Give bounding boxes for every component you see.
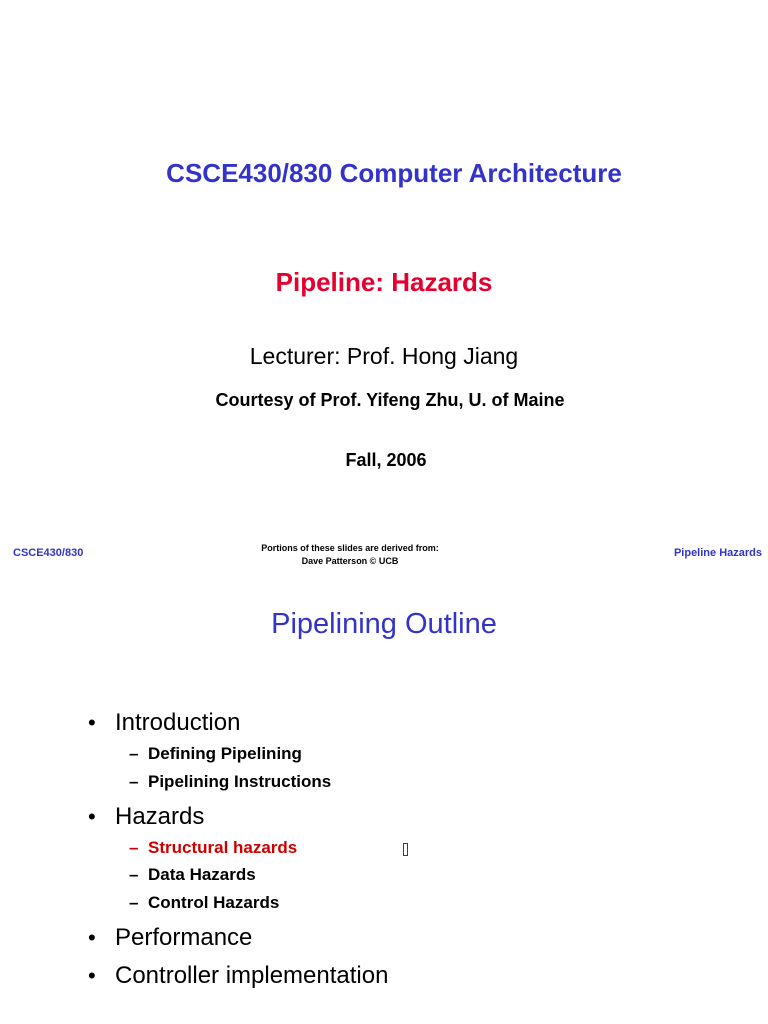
- dash-glyph: –: [129, 893, 139, 912]
- subitem-structural-hazards: [129, 838, 297, 858]
- dash-glyph: –: [129, 838, 139, 857]
- subitem-label: Pipelining Instructions: [148, 772, 332, 791]
- bullet-label: Introduction: [115, 709, 241, 736]
- subitem-label: Control Hazards: [148, 893, 280, 912]
- lecturer-name: Lecturer: Prof. Hong Jiang: [249, 343, 519, 369]
- term-date: Fall, 2006: [345, 450, 427, 470]
- outline-slide: [0, 576, 768, 1024]
- bullet-performance: [88, 924, 252, 952]
- footer-credit: [250, 542, 450, 568]
- footer-credit-line-2: Dave Patterson © UCB: [301, 556, 399, 566]
- bullet-dot: •: [88, 710, 96, 735]
- dash-glyph: –: [129, 865, 139, 884]
- subitem-defining-pipelining: [129, 744, 302, 764]
- bullet-label: Performance: [115, 924, 253, 951]
- subitem-label: Data Hazards: [148, 865, 256, 884]
- courtesy-line: Courtesy of Prof. Yifeng Zhu, U. of Maine: [215, 390, 565, 410]
- bullet-introduction: [88, 709, 240, 737]
- bullet-hazards: [88, 803, 204, 831]
- course-title: CSCE430/830 Computer Architecture: [166, 158, 622, 188]
- footer-course-code: CSCE430/830: [13, 547, 84, 559]
- lecture-title: Pipeline: Hazards: [275, 267, 493, 297]
- dash-glyph: –: [129, 744, 139, 763]
- subitem-label: Defining Pipelining: [148, 744, 302, 763]
- bullet-label: Hazards: [115, 803, 205, 830]
- subitem-label: Structural hazards: [148, 838, 298, 857]
- current-section-marker-icon: [403, 843, 408, 856]
- subitem-data-hazards: [129, 865, 256, 885]
- bullet-dot: •: [88, 804, 96, 829]
- subitem-pipelining-instructions: [129, 772, 331, 792]
- footer-topic: Pipeline Hazards: [673, 547, 762, 559]
- bullet-label: Controller implementation: [115, 962, 389, 989]
- footer-credit-line-1: Portions of these slides are derived from:: [261, 543, 439, 553]
- bullet-controller-implementation: [88, 962, 388, 990]
- dash-glyph: –: [129, 772, 139, 791]
- bullet-dot: •: [88, 925, 96, 950]
- subitem-control-hazards: [129, 893, 279, 913]
- outline-title: Pipelining Outline: [271, 608, 497, 640]
- bullet-dot: •: [88, 963, 96, 988]
